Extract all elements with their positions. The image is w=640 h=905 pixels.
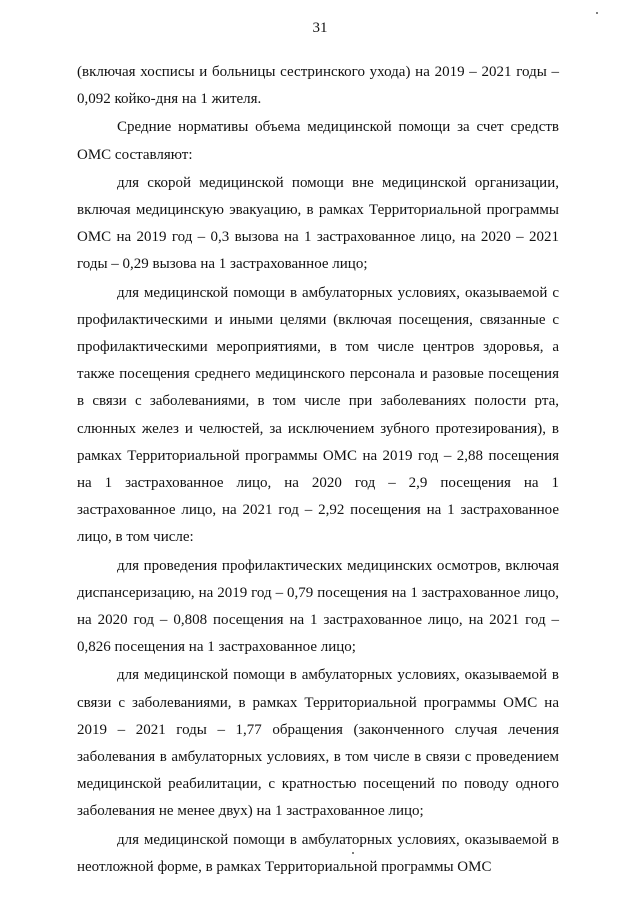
paragraph-5: для проведения профилактических медицинских осмотров, включая диспансеризацию, на 2019 год – 0,79 посещения на 1 застрахованное лицо, на 2020 год – 0,808 посещения на 1 застрахованное лицо, на 2021 год – 0,826 посещения на 1 застрахованное лицо; bbox=[77, 557, 559, 656]
paragraph-4: для медицинской помощи в амбулаторных условиях, оказываемой с профилактическими и иными целями (включая посещения, связанные с профилактическими мероприятиями, в том числе центров здоровья, а также посещения среднего медицинского персонала и разовые посещения в связи с заболеваниями, в том числе при заболеваниях полости рта, слюнных желез и челюстей, за исключением зубного протезирования), в рамках Территориальной программы ОМС на 2019 год – 2,88 посещения на 1 застрахованное лицо, на 2020 год – 2,9 посещения на 1 застрахованное лицо, на 2021 год – 2,92 посещения на 1 застрахованное лицо, в том числе: bbox=[77, 284, 559, 546]
paragraph-7: для медицинской помощи в амбулаторных условиях, оказываемой в неотложной форме, в рамках Территориальной программы ОМС bbox=[77, 831, 559, 875]
paragraph-6: для медицинской помощи в амбулаторных условиях, оказываемой в связи с заболеваниями, в рамках Территориальной программы ОМС на 2019 – 2021 годы – 1,77 обращения (законченного случая лечения заболевания в амбулаторных условиях, в том числе в связи с проведением медицинской реабилитации, с кратностью посещений по поводу одного заболевания не менее двух) на 1 застрахованное лицо; bbox=[77, 667, 559, 820]
paragraph-2: Средние нормативы объема медицинской помощи за счет средств ОМС составляют: bbox=[77, 119, 559, 163]
page-number: 31 bbox=[312, 20, 328, 36]
paragraph-1: (включая хосписы и больницы сестринского ухода) на 2019 – 2021 годы – 0,092 койко-дня на 1 жителя. bbox=[77, 64, 559, 108]
document-body bbox=[77, 59, 559, 882]
paragraph-3: для скорой медицинской помощи вне медицинской организации, включая медицинскую эвакуацию, в рамках Территориальной программы ОМС на 2019 год – 0,3 вызова на 1 застрахованное лицо, на 2020 – 2021 годы – 0,29 вызова на 1 застрахованное лицо; bbox=[77, 174, 559, 273]
